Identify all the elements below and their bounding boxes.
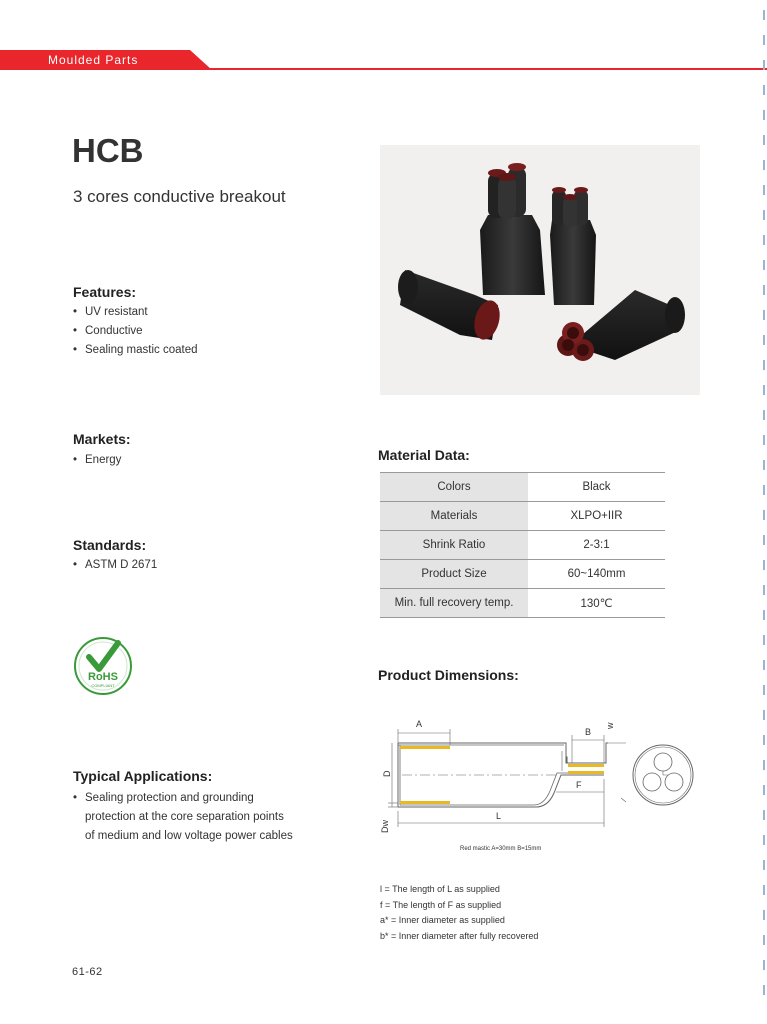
edge-mark [763,260,765,270]
features-heading: Features: [73,284,137,300]
edge-mark [763,610,765,620]
edge-mark [763,785,765,795]
dimension-notes [380,882,538,944]
dim-label-w: w [605,722,615,729]
features-list [73,303,198,360]
value-cell: 60~140mm [528,560,665,589]
edge-mark [763,210,765,220]
table-row [380,473,665,502]
product-title: HCB [72,132,144,169]
dim-label-f: F [576,780,582,790]
list-item: • Energy [73,451,121,470]
property-cell: Shrink Ratio [380,531,528,560]
edge-mark [763,910,765,920]
dimension-drawing [376,715,711,860]
edge-mark [763,510,765,520]
list-item: • Sealing protection and grounding protection at the core separation points of medium and low voltage power cables [73,789,293,846]
edge-mark [763,385,765,395]
edge-mark [763,485,765,495]
edge-mark [763,85,765,95]
dim-label-a: A [416,719,423,729]
edge-mark [763,60,765,70]
dimension-caption: Red mastic A=30mm B=15mm [460,846,542,852]
markets-list [73,451,121,470]
note-line: a* = Inner diameter as supplied [380,915,505,925]
rohs-logo [72,635,134,697]
edge-mark [763,985,765,995]
table-row [380,531,665,560]
edge-mark [763,435,765,445]
applications-heading: Typical Applications: [73,768,213,784]
application-line: of medium and low voltage power cables [85,830,293,842]
edge-mark [763,460,765,470]
value-cell: 130℃ [528,589,665,618]
edge-mark [763,635,765,645]
property-cell: Colors [380,473,528,502]
list-item: • Sealing mastic coated [73,341,198,360]
edge-mark [763,835,765,845]
dim-label-b: B [585,727,592,737]
edge-mark [763,135,765,145]
page-edge-marks [761,10,767,1010]
material-data-heading: Material Data: [378,447,470,463]
edge-mark [763,860,765,870]
list-item: • ASTM D 2671 [73,556,157,575]
list-item: • UV resistant [73,303,198,322]
page-number: 61-62 [72,966,103,978]
rohs-logo-subtext: COMPLIANT [91,683,115,688]
product-dimensions-heading: Product Dimensions: [378,667,519,683]
edge-mark [763,360,765,370]
product-subtitle: 3 cores conductive breakout [73,187,286,206]
edge-mark [763,685,765,695]
edge-mark [763,35,765,45]
list-item: • Conductive [73,322,198,341]
value-cell: 2-3:1 [528,531,665,560]
property-cell: Product Size [380,560,528,589]
table-row [380,560,665,589]
rohs-logo-text: RoHS [88,671,118,683]
edge-mark [763,335,765,345]
edge-mark [763,885,765,895]
table-row [380,502,665,531]
application-line: protection at the core separation points [85,811,284,823]
edge-mark [763,160,765,170]
dim-label-d: D [382,770,392,777]
edge-mark [763,960,765,970]
product-photo [380,145,700,395]
edge-mark [763,585,765,595]
edge-mark [763,310,765,320]
note-line: b* = Inner diameter after fully recovered [380,930,539,941]
property-cell: Materials [380,502,528,531]
standards-heading: Standards: [73,537,147,553]
note-line: f = The length of F as supplied [380,899,502,910]
property-cell: Min. full recovery temp. [380,589,528,618]
header-rule [0,68,767,70]
standards-list [73,556,157,575]
edge-mark [763,535,765,545]
edge-mark [763,810,765,820]
markets-heading: Markets: [73,431,131,447]
edge-mark [763,185,765,195]
edge-mark [763,935,765,945]
edge-mark [763,760,765,770]
edge-mark [763,735,765,745]
edge-mark [763,235,765,245]
dim-label-l-small: l [566,755,568,765]
edge-mark [763,710,765,720]
material-data-table [380,472,665,618]
edge-mark [763,110,765,120]
note-line: l = The length of L as supplied [380,884,500,894]
applications-list [73,789,293,846]
dim-label-l: L [496,811,502,821]
application-line: Sealing protection and grounding [85,792,254,804]
value-cell: Black [528,473,665,502]
edge-mark [763,410,765,420]
value-cell: XLPO+IIR [528,502,665,531]
edge-mark [763,10,765,20]
table-row [380,589,665,618]
edge-mark [763,560,765,570]
section-tab [0,50,212,70]
edge-mark [763,660,765,670]
dim-label-dw: Dw [380,820,390,833]
section-label: Moulded Parts [48,53,139,67]
edge-mark [763,285,765,295]
